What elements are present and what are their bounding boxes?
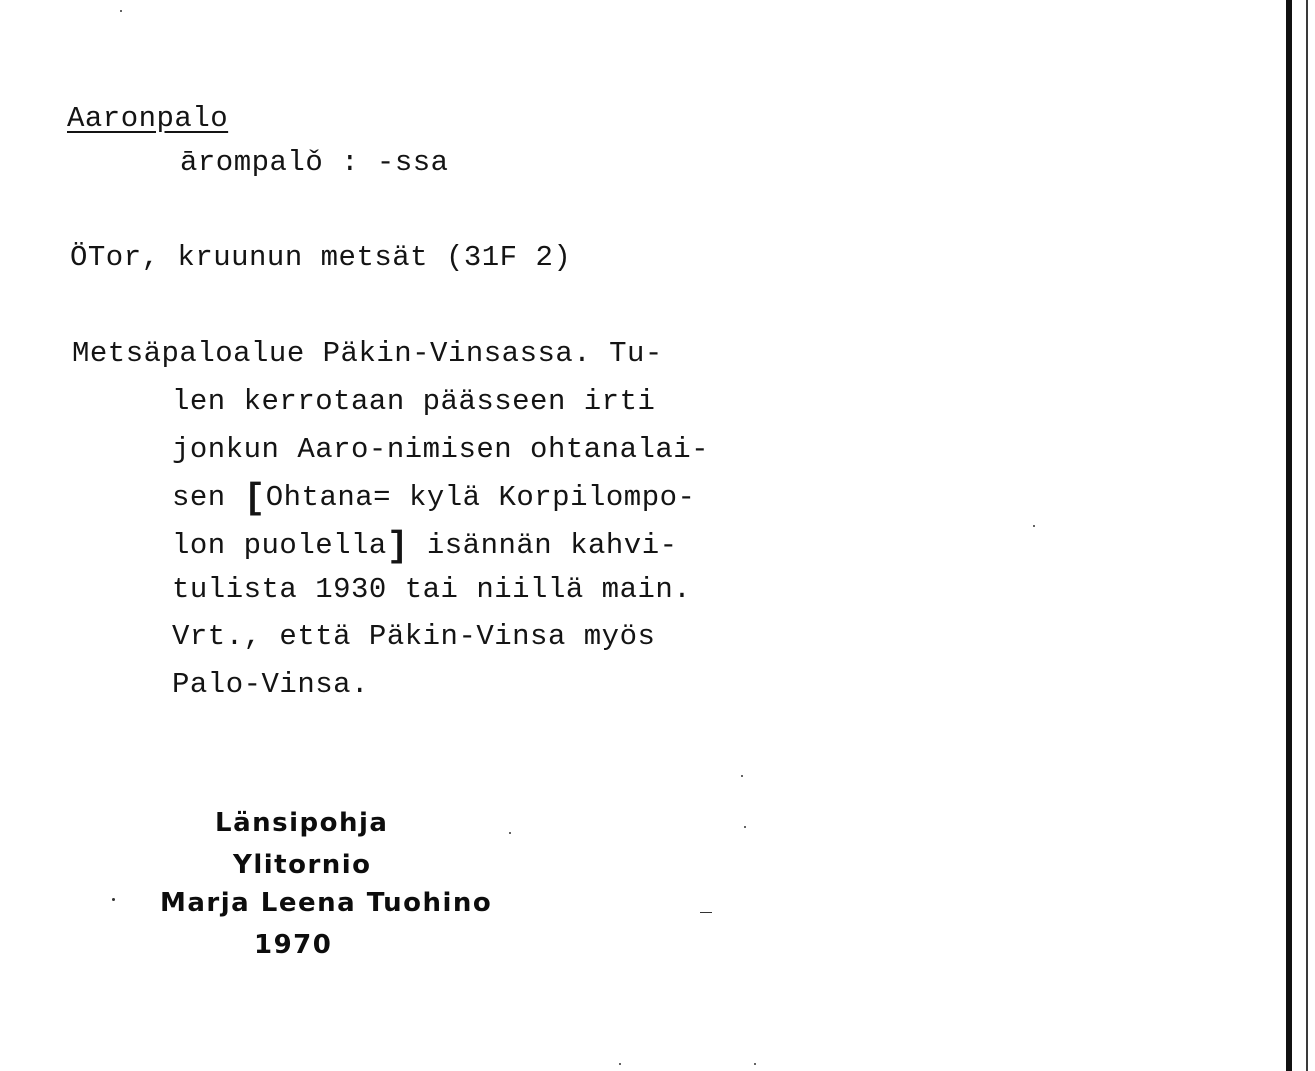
stamp-parish: Ylitornio [233, 850, 372, 880]
scan-speck [120, 10, 122, 12]
description-line-4-text: sen [172, 481, 244, 514]
pronunciation: ārompalǒ : -ssa [180, 146, 449, 179]
bracketed-note-start: Ohtana= kylä Korpilompo- [265, 481, 696, 514]
description-line-6: tulista 1930 tai niillä main. [172, 573, 692, 606]
description-line-4 [172, 478, 696, 519]
card-edge-shadow [1286, 0, 1292, 1071]
description-line-8: Palo-Vinsa. [172, 668, 369, 701]
description-line-1: Metsäpaloalue Päkin-Vinsassa. Tu- [72, 337, 663, 370]
scan-speck [112, 898, 115, 901]
stamp-collector: Marja Leena Tuohino [160, 888, 493, 918]
description-line-5 [172, 526, 678, 567]
scan-speck [509, 832, 511, 834]
headword: Aaronpalo [67, 102, 229, 135]
scan-speck [700, 912, 712, 913]
description-line-3: jonkun Aaro-nimisen ohtanalai- [172, 433, 710, 466]
description-line-7: Vrt., että Päkin-Vinsa myös [172, 620, 656, 653]
description-line-5-text: lon puolella [172, 529, 387, 562]
scan-speck [619, 1063, 621, 1065]
scan-speck [741, 775, 743, 777]
stamp-year: 1970 [254, 930, 333, 960]
description-line-2: len kerrotaan päässeen irti [172, 385, 656, 418]
close-bracket: ] [386, 526, 409, 567]
scan-speck [754, 1063, 756, 1065]
scan-speck [1033, 525, 1035, 527]
card-edge-line [1306, 0, 1308, 1071]
after-bracket-text: isännän kahvi- [408, 529, 678, 562]
scan-speck [744, 826, 746, 828]
locality: ÖTor, kruunun metsät (31F 2) [70, 241, 572, 274]
stamp-region: Länsipohja [215, 808, 389, 838]
open-bracket: [ [243, 478, 266, 519]
